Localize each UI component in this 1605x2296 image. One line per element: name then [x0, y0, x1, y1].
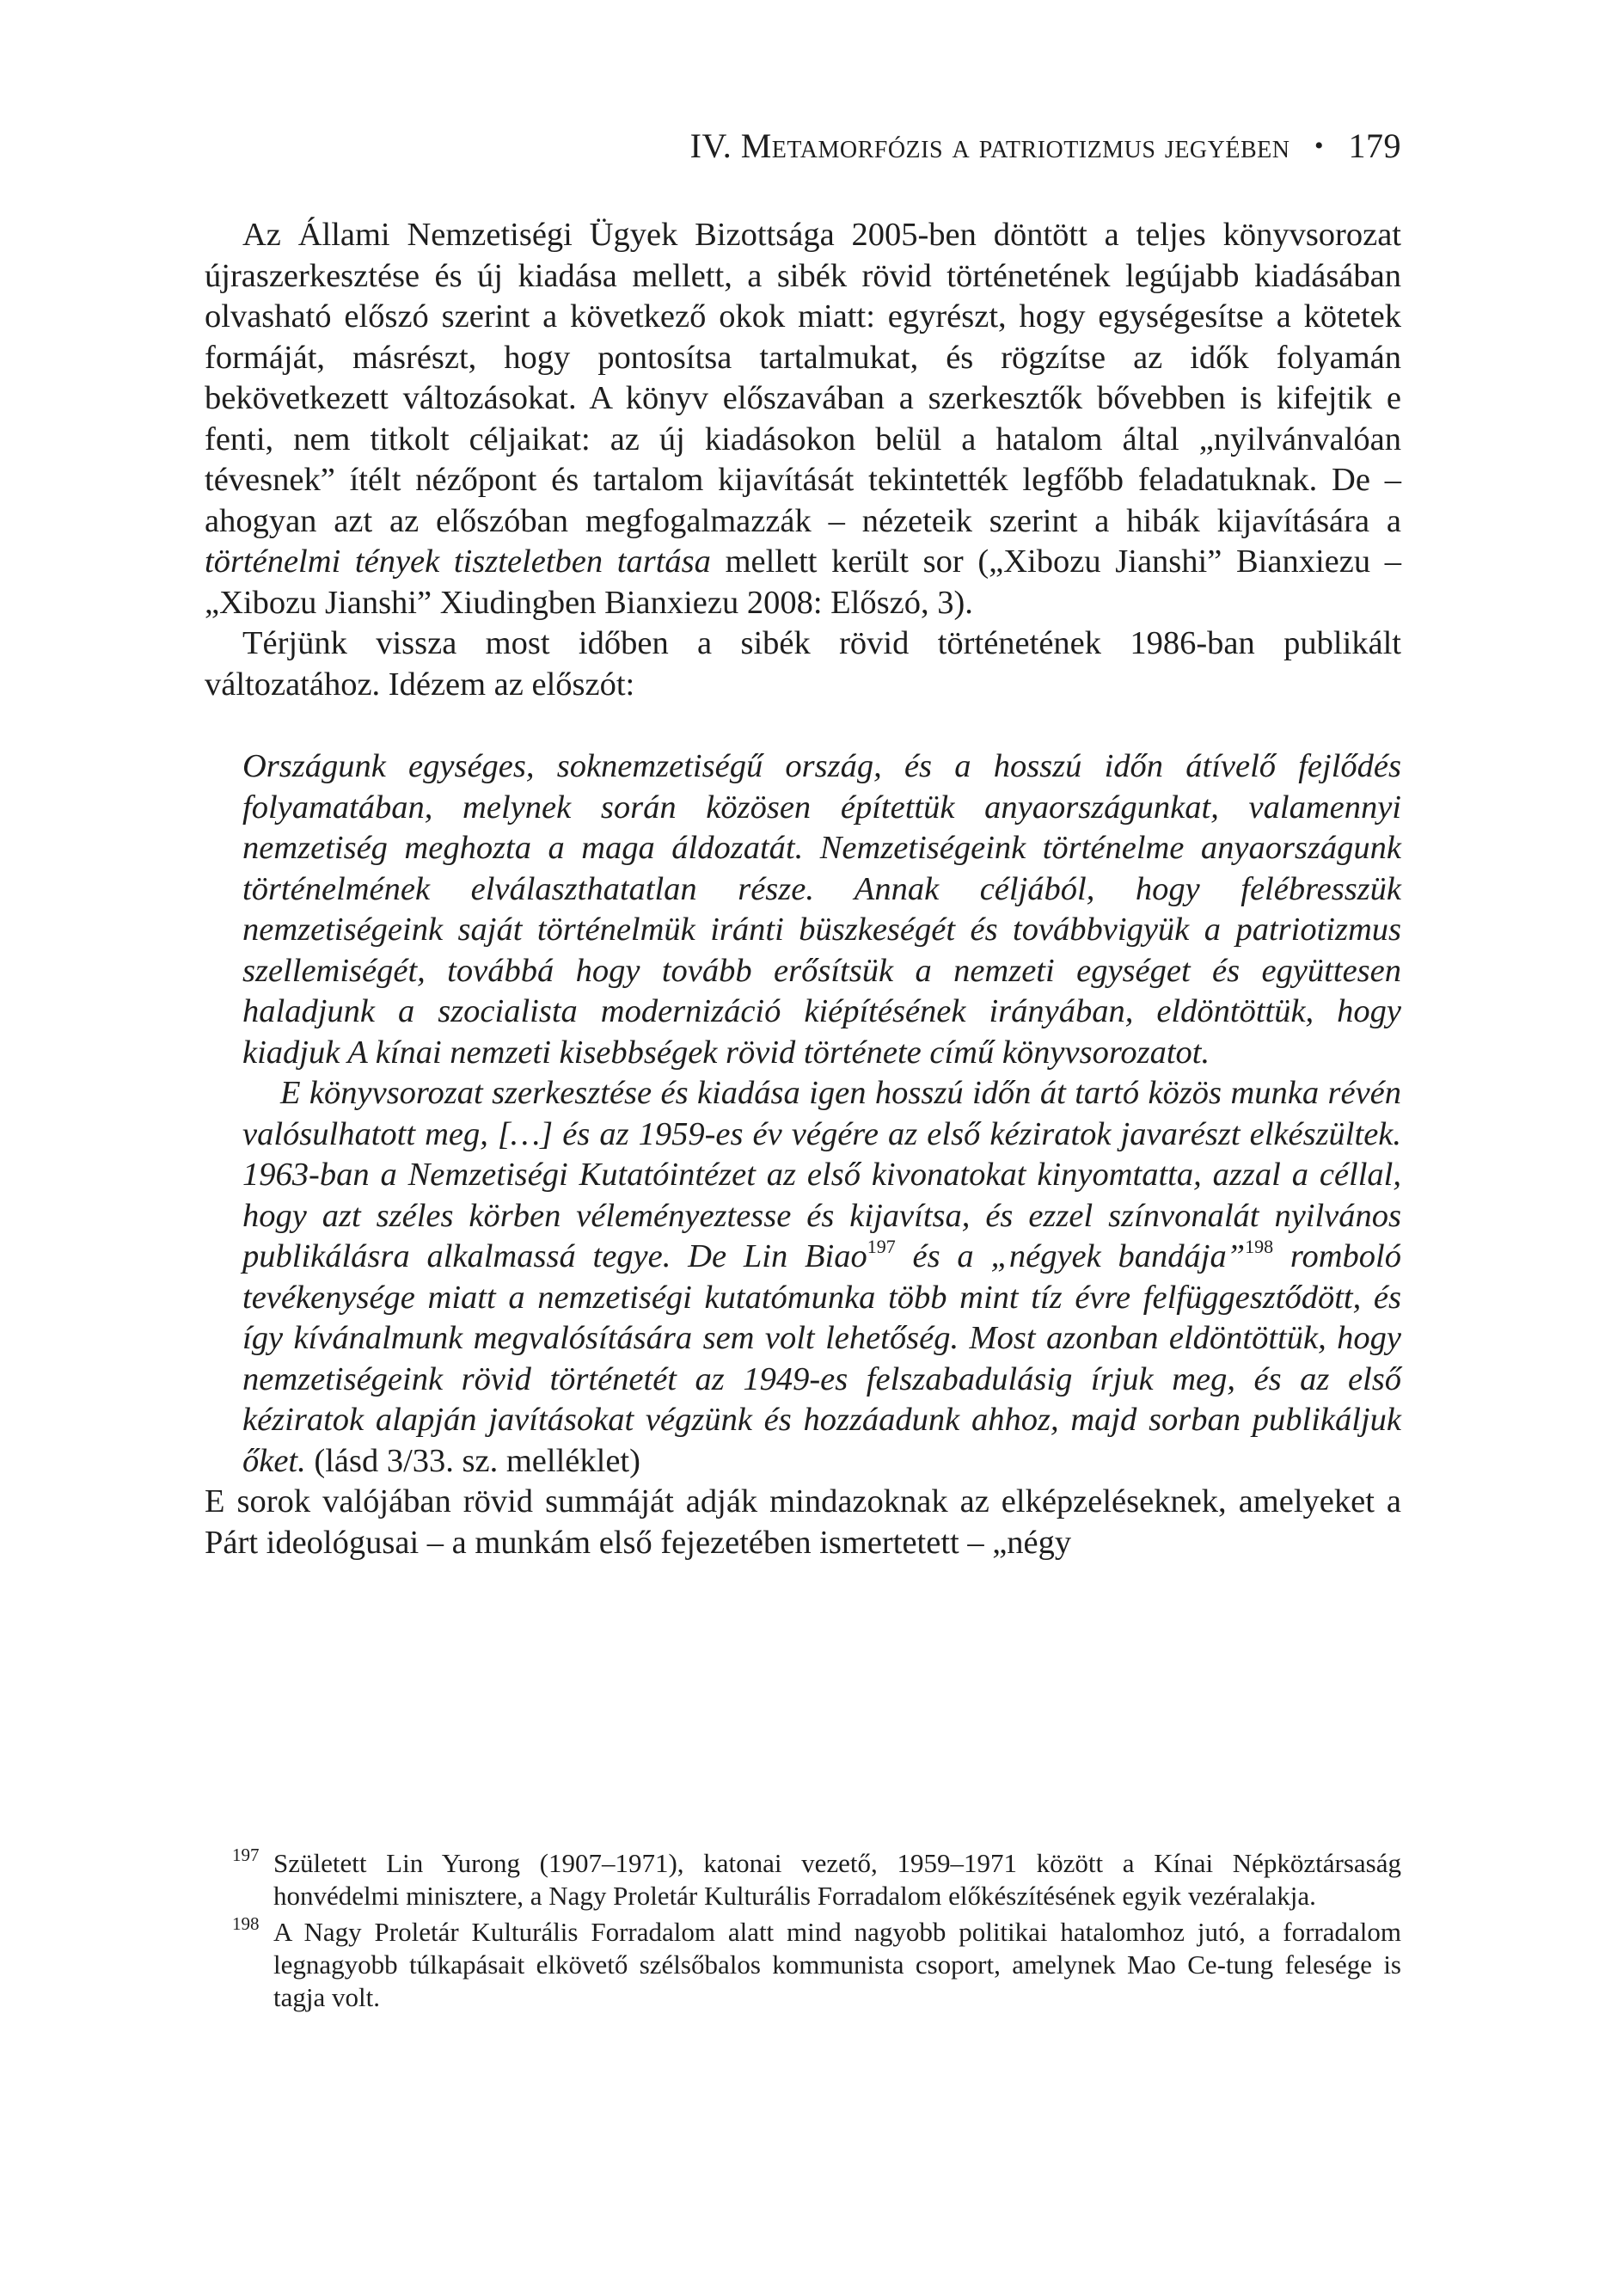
- chapter-number: IV.: [689, 126, 732, 165]
- page-number: 179: [1348, 126, 1401, 165]
- quote-paragraph-2-part-1: E könyvsorozat szerkesztése és kiadása igen hosszú időn át tartó közös munka révén valósulhatott meg, […] és az 1959-es év végére az első kéziratok javarészt elkészültek. 1963-ban a Nemzetiségi Kutatóintézet az első kivonatokat kinyomtatta, azzal a céllal, hogy azt széles körben véleményeztesse és kijavítsa, és ezzel színvonalát nyilvános publikálásra alkalmassá tegye. De Lin Biao: [242, 1075, 1401, 1274]
- footnote-198: [232, 1913, 1401, 2014]
- paragraph-1-italic-phrase: történelmi tények tiszteletben tartása: [205, 543, 711, 580]
- book-page: [205, 0, 1401, 2296]
- quote-paragraph-2-part-3: romboló tevékenysége miatt a nemzetiségi kutatómunka több mint tíz évre felfüggesztődött, és így kívánalmunk megvalósítására sem volt lehetőség. Most azonban eldöntöttük, hogy nemzetiségeink rövid történetét az 1949-es felszabadulásig írjuk meg, és az első kéziratok alapján javításokat végzünk és hozzáadunk ahhoz, majd sorban publikáljuk őket.: [242, 1238, 1401, 1479]
- quote-source-reference: (lásd 3/33. sz. melléklet): [305, 1442, 640, 1479]
- main-text: [205, 215, 1401, 1563]
- running-header: [689, 126, 1401, 165]
- paragraph-2: Térjünk vissza most időben a sibék rövid történetének 1986-ban publikált változatához. Idézem az előszót:: [205, 625, 1401, 703]
- footnotes: [232, 1847, 1401, 2017]
- paragraph-1-part-1: Az Állami Nemzetiségi Ügyek Bizottsága 2005-ben döntött a teljes könyvsorozat újraszerkesztése és új kiadása mellett, a sibék rövid történetének legújabb kiadásában olvasható előszó szerint a következő okok miatt: egyrészt, hogy egységesítse a kötetek formáját, másrészt, hogy pontosítsa tartalmukat, és rögzítse az idők folyamán bekövetkezett változásokat. A könyv előszavában a szerkesztők bővebben is kifejtik e fenti, nem titkolt céljaikat: az új kiadásokon belül a hatalom által „nyilvánvalóan tévesnek” ítélt nézőpont és tartalom kijavítását tekintették legfőbb feladatuknak. De – ahogyan azt az előszóban megfogalmazzák – nézeteik szerint a hibák kijavítására a: [205, 217, 1401, 539]
- footnote-ref-198[interactable]: 198: [1245, 1236, 1274, 1257]
- paragraph-3: E sorok valójában rövid summáját adják mindazoknak az elképzeléseknek, amelyeket a Párt ideológusai – a munkám első fejezetében ismertetett – „négy: [205, 1483, 1401, 1561]
- quote-paragraph-2-part-2: és a „négyek bandája”: [895, 1238, 1246, 1274]
- footnote-text: A Nagy Proletár Kulturális Forradalom alatt mind nagyobb politikai hatalomhoz jutó, a forradalom legnagyobb túlkapásait elkövető szélsőbalos kommunista csoport, amelynek Mao Ce-tung felesége is tagja volt.: [273, 1917, 1401, 2012]
- header-bullet: •: [1314, 132, 1324, 160]
- paragraph-1: [205, 215, 1401, 623]
- footnote-text: Született Lin Yurong (1907–1971), katonai vezető, 1959–1971 között a Kínai Népköztársaság honvédelmi minisztere, a Nagy Proletár Kulturális Forradalom előkészítésének egyik vezéralakja.: [273, 1848, 1401, 1911]
- quote-paragraph-1: Országunk egységes, soknemzetiségű ország, és a hosszú időn átívelő fejlődés folyamatában, melynek során közösen építettük anyaországunkat, valamennyi nemzetiség meghozta a maga áldozatát. Nemzetiségeink történelme anyaországunk történelmének elválaszthatatlan része. Annak céljából, hogy felébresszük nemzetiségeink saját történelmük iránti büszkeségét és továbbvigyük a patriotizmus szellemiségét, továbbá hogy tovább erősítsük a nemzeti egységet és együttesen haladjunk a szocialista modernizáció kiépítésének irányában, eldöntöttük, hogy kiadjuk A kínai nemzeti kisebbségek rövid története című könyvsorozatot.: [242, 748, 1401, 1071]
- paragraph-1-part-3: mellett került sor („Xibozu Jianshi” Bianxiezu – „Xibozu Jianshi” Xiudingben Bianxiezu 2008: Előszó, 3).: [205, 543, 1401, 621]
- quote-paragraph-2: [242, 1073, 1401, 1482]
- footnote-number: 198: [232, 1913, 260, 1934]
- footnote-number: 197: [232, 1845, 260, 1865]
- footnote-ref-197[interactable]: 197: [867, 1236, 896, 1257]
- chapter-title: Metamorfózis a patriotizmus jegyében: [740, 126, 1290, 165]
- footnote-197: [232, 1847, 1401, 1912]
- block-quote: [205, 746, 1401, 1482]
